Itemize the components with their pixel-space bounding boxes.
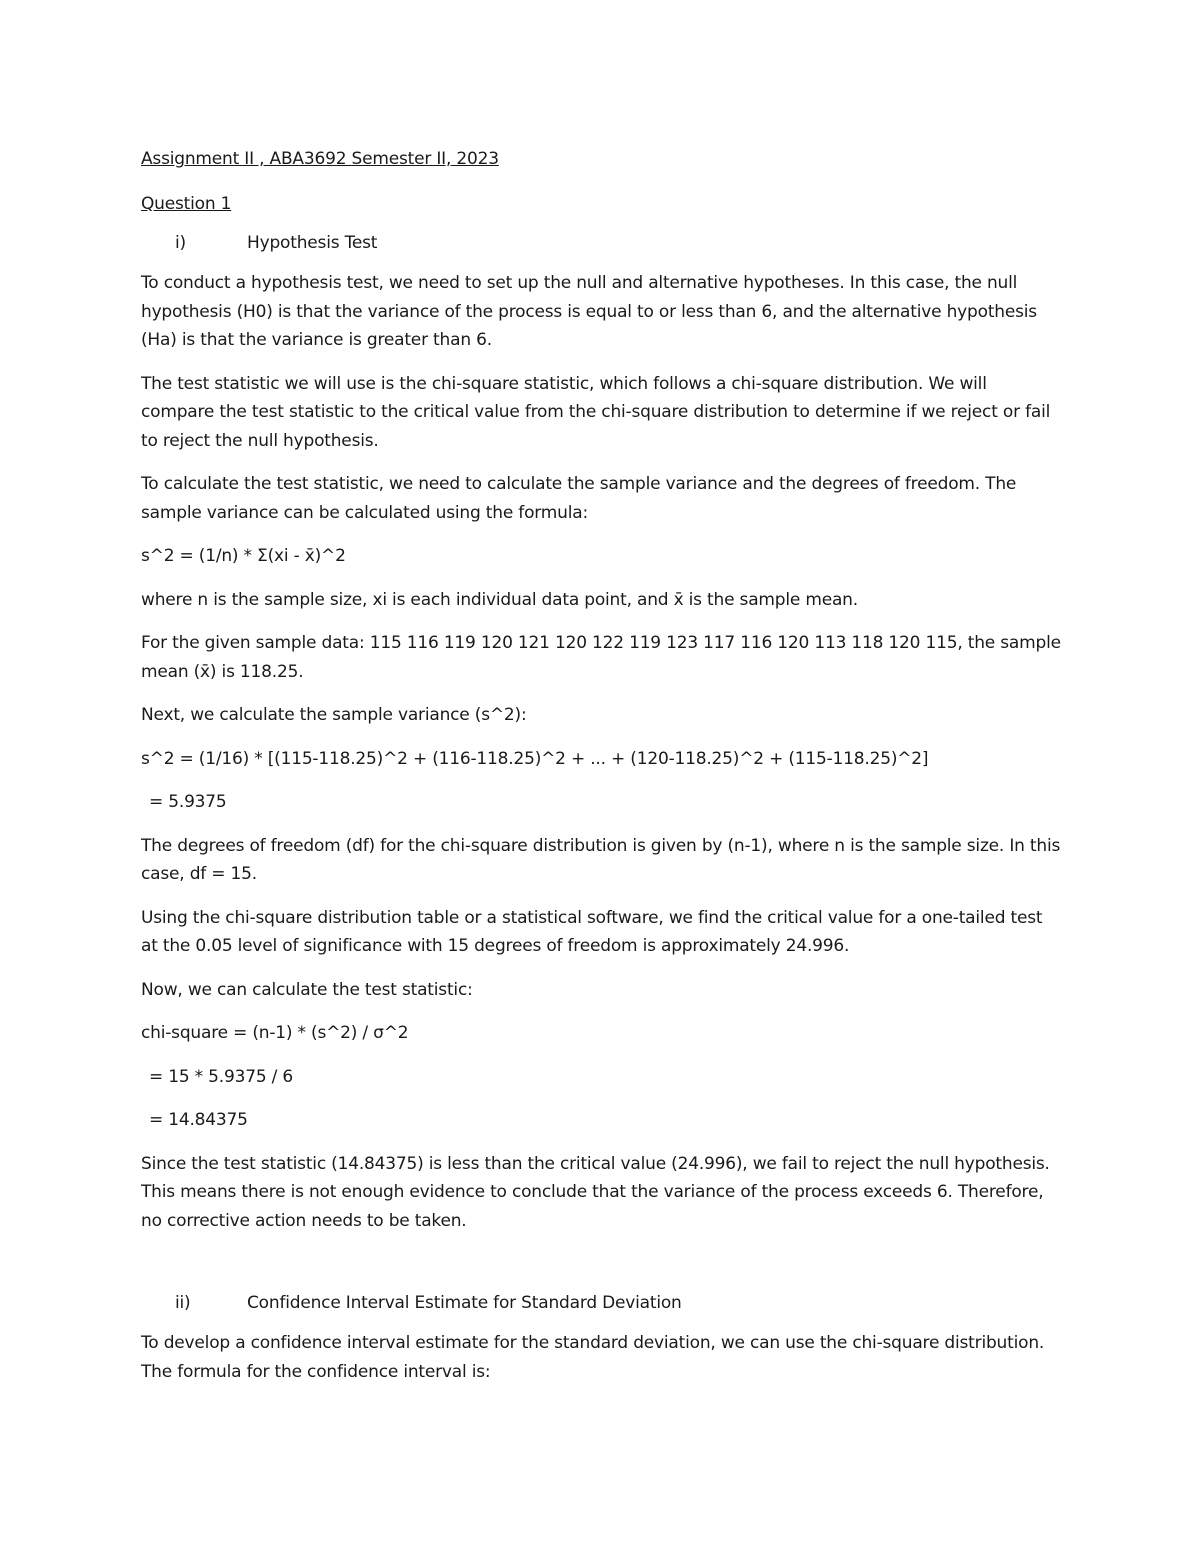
paragraph-critical-value: Using the chi-square distribution table or a statistical software, we find the critical value for a one-tailed test at the 0.05 level of significance with 15 degrees of freedom is approximately 24.996.: [141, 907, 1043, 956]
section-number: ii): [175, 1293, 191, 1313]
paragraph-formula-terms: where n is the sample size, xi is each individual data point, and x̄ is the sample mean.: [141, 589, 858, 610]
paragraph-test-stat-intro: Now, we can calculate the test statistic:: [141, 979, 473, 1000]
paragraph-confidence-interval: To develop a confidence interval estimate for the standard deviation, we can use the chi-square distribution. The formula for the confidence interval is:: [141, 1333, 1045, 1382]
paragraph-degrees-freedom: The degrees of freedom (df) for the chi-square distribution is given by (n-1), where n is the sample size. In this case, df = 15.: [141, 835, 1061, 884]
paragraph-variance-intro: Next, we calculate the sample variance (s^2):: [141, 705, 527, 725]
paragraph-hypotheses: To conduct a hypothesis test, we need to set up the null and alternative hypotheses. In this case, the null hypothesis (H0) is that the variance of the process is equal to or less than 6, and the alternative hypothesis (Ha) is that the variance is greater than 6.: [141, 273, 1037, 350]
section-title: Confidence Interval Estimate for Standard Deviation: [247, 1293, 682, 1313]
formula-sample-variance: s^2 = (1/n) * Σ(xi - x̄)^2: [141, 546, 346, 566]
section-number: i): [175, 233, 186, 253]
calc-chi-square-result: = 14.84375: [149, 1110, 248, 1130]
calc-sample-variance: s^2 = (1/16) * [(115-118.25)^2 + (116-118.25)^2 + ... + (120-118.25)^2 + (115-118.25)^2]: [141, 748, 929, 769]
section-spacer: [141, 1250, 1061, 1293]
section-heading-confidence-interval: [141, 1293, 1061, 1313]
calc-chi-square-step: = 15 * 5.9375 / 6: [149, 1066, 294, 1087]
question-heading: Question 1: [141, 193, 232, 214]
paragraph-conclusion: Since the test statistic (14.84375) is less than the critical value (24.996), we fail to reject the null hypothesis. This means there is not enough evidence to conclude that the variance of the process exceeds 6. Therefore, no corrective action needs to be taken.: [141, 1153, 1050, 1231]
paragraph-test-statistic: The test statistic we will use is the chi-square statistic, which follows a chi-square distribution. We will compare the test statistic to the critical value from the chi-square distribution to determine if we reject or fail to reject the null hypothesis.: [141, 373, 1051, 451]
paragraph-sample-data: For the given sample data: 115 116 119 120 121 120 122 119 123 117 116 120 113 118 120 115, the sample mean (x̄) is 118.25.: [141, 633, 1061, 682]
formula-chi-square: chi-square = (n-1) * (s^2) / σ^2: [141, 1023, 409, 1043]
calc-sample-variance-result: = 5.9375: [149, 792, 227, 812]
paragraph-calc-intro: To calculate the test statistic, we need to calculate the sample variance and the degrees of freedom. The sample variance can be calculated using the formula:: [141, 474, 1017, 523]
document-title: Assignment II , ABA3692 Semester II, 2023: [141, 149, 499, 169]
section-title: Hypothesis Test: [247, 233, 378, 253]
section-heading-hypothesis-test: [141, 233, 1061, 253]
document-body: [141, 145, 1061, 1401]
